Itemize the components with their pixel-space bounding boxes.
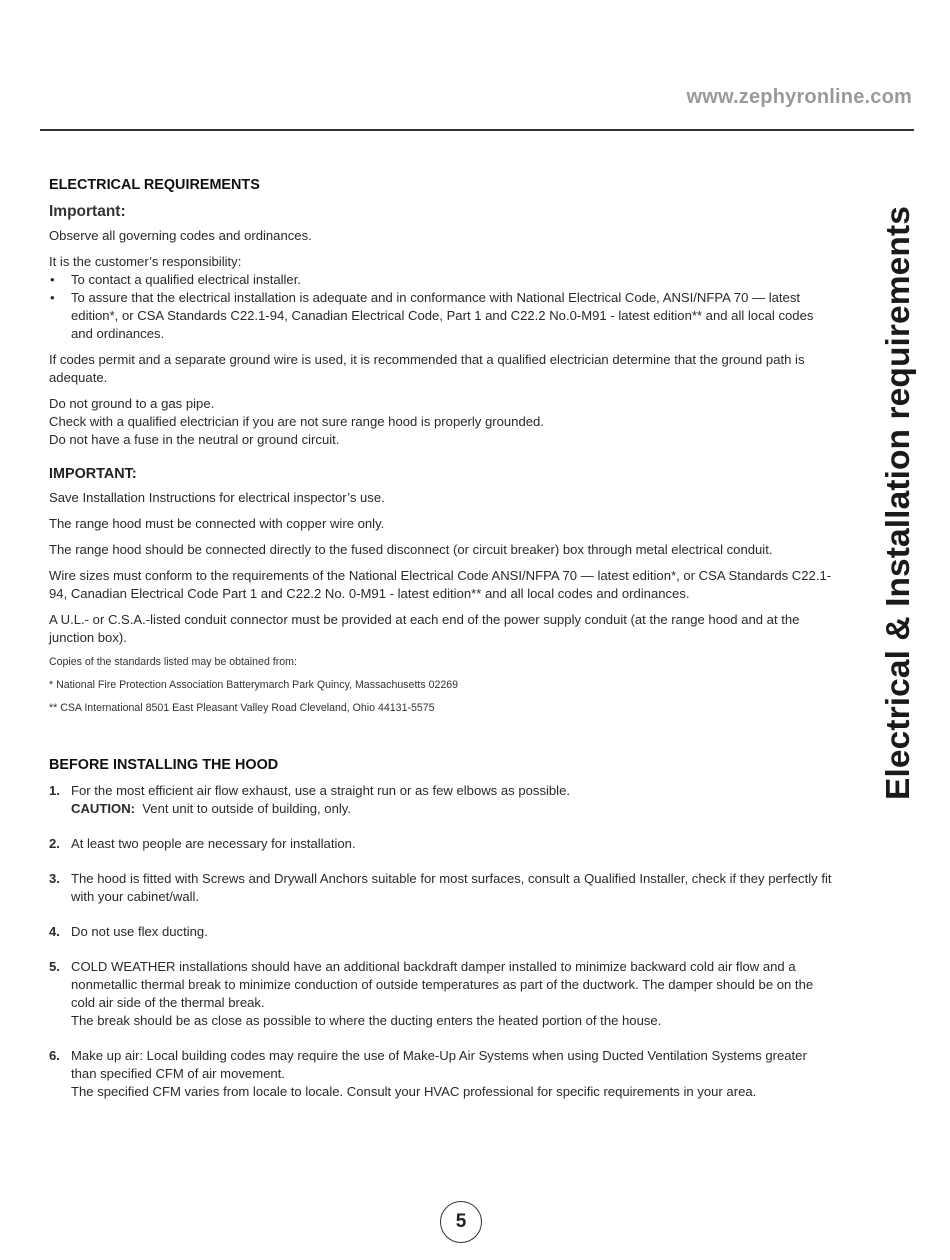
paragraph: Check with a qualified electrician if you are not sure range hood is properly grounded.: [49, 414, 544, 429]
step-number: 6.: [49, 1048, 60, 1063]
paragraph: Observe all governing codes and ordinances.: [49, 228, 312, 243]
step-number: 5.: [49, 959, 60, 974]
step-item: [49, 782, 834, 818]
step-text: Make up air: Local building codes may require the use of Make-Up Air Systems when using Ducted Ventilation Systems greater than specified CFM of air movement.: [71, 1048, 807, 1081]
step-item: [49, 923, 834, 941]
step-text: For the most efficient air flow exhaust, use a straight run or as few elbows as possible.: [71, 783, 571, 798]
paragraph: The range hood must be connected with copper wire only.: [49, 516, 385, 531]
step-number: 2.: [49, 836, 60, 851]
step-item: [49, 958, 834, 1030]
step-text: At least two people are necessary for installation.: [71, 836, 356, 851]
paragraph: The range hood should be connected directly to the fused disconnect (or circuit breaker) box through metal electrical conduit.: [49, 542, 773, 557]
step-item: [49, 870, 834, 906]
step-number: 1.: [49, 783, 60, 798]
step-item: [49, 835, 834, 853]
step-item: [49, 1047, 834, 1101]
site-url: www.zephyronline.com: [686, 86, 912, 108]
caution-label: CAUTION:: [71, 801, 136, 816]
steps-list: [49, 782, 834, 1101]
list-item: • To assure that the electrical installation is adequate and in conformance with National Electrical Code, ANSI/NFPA 70 — latest edition*, or CSA Standards C22.1-94, Canadian Electrical Code, Part 1 and C22.2 No.0-M91 - latest edition** and all local codes and ordinances.: [49, 289, 834, 343]
page-number: 5: [440, 1201, 482, 1243]
before-installing-heading: BEFORE INSTALLING THE HOOD: [49, 757, 279, 773]
paragraph: It is the customer’s responsibility:: [49, 254, 242, 269]
page-content: [49, 176, 834, 1118]
paragraph: Save Installation Instructions for electrical inspector’s use.: [49, 490, 385, 505]
paragraph: Do not have a fuse in the neutral or ground circuit.: [49, 432, 340, 447]
step-text-continued: The break should be as close as possible to where the ducting enters the heated portion of the house.: [71, 1013, 662, 1028]
step-number: 4.: [49, 924, 60, 939]
caution-text: Vent unit to outside of building, only.: [142, 801, 351, 816]
paragraph: If codes permit and a separate ground wire is used, it is recommended that a qualified electrician determine that the ground path is adequate.: [49, 352, 805, 385]
important-subheading: Important:: [49, 203, 126, 220]
paragraph: A U.L.- or C.S.A.-listed conduit connector must be provided at each end of the power supply conduit (at the range hood and at the junction box).: [49, 612, 800, 645]
step-text: The hood is fitted with Screws and Drywall Anchors suitable for most surfaces, consult a Qualified Installer, check if they perfectly fit with your cabinet/wall.: [71, 871, 832, 904]
step-text: COLD WEATHER installations should have an additional backdraft damper installed to minimize backward cold air flow and a nonmetallic thermal break to minimize conduction of outside temperatures as part of the ductwork. The damper should be on the cold air side of the thermal break.: [71, 959, 814, 1010]
step-number: 3.: [49, 871, 60, 886]
caution-line: [71, 800, 834, 818]
header-divider: [40, 129, 914, 131]
footnote: Copies of the standards listed may be obtained from:: [49, 656, 297, 668]
important-heading: IMPORTANT:: [49, 466, 137, 482]
step-text-continued: The specified CFM varies from locale to locale. Consult your HVAC professional for specific requirements in your area.: [71, 1084, 757, 1099]
footnote: ** CSA International 8501 East Pleasant Valley Road Cleveland, Ohio 44131-5575: [49, 702, 435, 714]
step-text: Do not use flex ducting.: [71, 924, 208, 939]
electrical-requirements-heading: ELECTRICAL REQUIREMENTS: [49, 177, 260, 193]
paragraph: Wire sizes must conform to the requirements of the National Electrical Code ANSI/NFPA 70 — latest edition*, or CSA Standards C22.1-94, Canadian Electrical Code Part 1 and C22.2 No. 0-M91 - latest edition** and all local codes and ordinances.: [49, 568, 832, 601]
list-item: • To contact a qualified electrical installer.: [49, 271, 834, 289]
footnote: * National Fire Protection Association Batterymarch Park Quincy, Massachusetts 02269: [49, 679, 459, 691]
responsibility-list: [49, 271, 834, 343]
section-side-title: Electrical & Installation requirements: [880, 206, 917, 800]
paragraph: Do not ground to a gas pipe.: [49, 396, 215, 411]
